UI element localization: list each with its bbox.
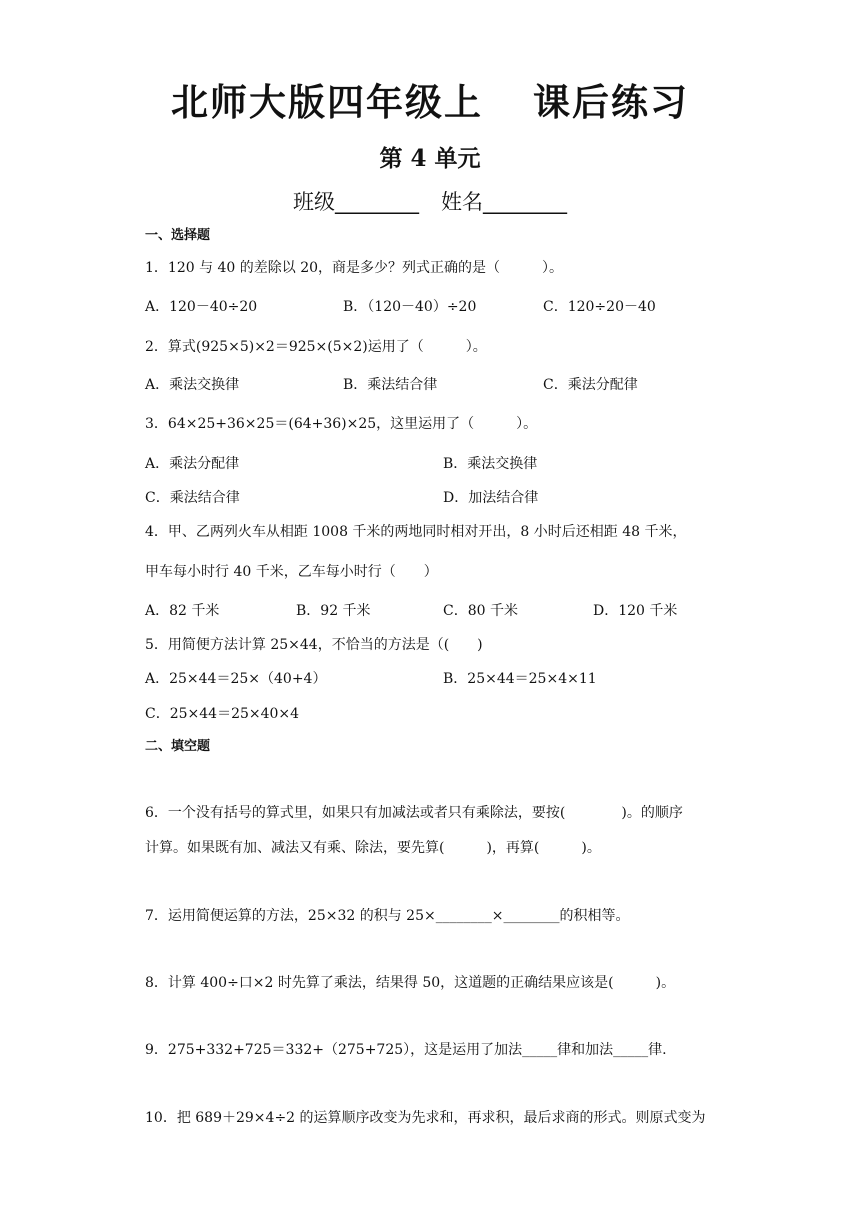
question-1: 1．120 与 40 的差除以 20，商是多少？列式正确的是（ ）。 [145, 260, 564, 276]
section-heading-fill: 二、填空题 [145, 739, 211, 754]
unit-heading: 第 4 单元 [379, 145, 481, 172]
question-4-options [145, 601, 745, 621]
option-c: C．乘法结合律 [145, 490, 240, 506]
question-9: 9．275+332+725＝332+（275+725），这是运用了加法_____律和加法_____律. [145, 1042, 667, 1058]
question-5: 5．用简便方法计算 25×44，不恰当的方法是（( ) [145, 637, 483, 653]
question-4-line2: 甲车每小时行 40 千米，乙车每小时行（ ） [145, 564, 438, 580]
option-a: A．82 千米 [145, 603, 220, 619]
option-a: A．乘法交换律 [145, 377, 240, 393]
option-b: B．25×44＝25×4×11 [443, 671, 597, 687]
question-5-options-row1 [145, 669, 745, 689]
option-c: C．80 千米 [443, 603, 518, 619]
question-2-options [145, 375, 745, 395]
question-6-line1: 6．一个没有括号的算式里，如果只有加减法或者只有乘除法，要按( )。的顺序 [145, 805, 683, 821]
section-heading-choice: 一、选择题 [145, 228, 211, 243]
name-field: 姓名________ [441, 190, 567, 214]
option-d: D．加法结合律 [443, 490, 539, 506]
question-7: 7．运用简便运算的方法，25×32 的积与 25×________×________的积相等。 [145, 908, 630, 924]
option-a: A．120－40÷20 [145, 299, 258, 315]
option-d: D．120 千米 [593, 603, 678, 619]
question-3-options-row2 [145, 488, 745, 508]
question-3-options-row1 [145, 454, 745, 474]
question-2: 2．算式(925×5)×2＝925×(5×2)运用了（ ）。 [145, 339, 487, 355]
option-c: C．120÷20－40 [543, 299, 656, 315]
option-b: B．92 千米 [296, 603, 371, 619]
option-a: A．乘法分配律 [145, 456, 240, 472]
title-right: 课后练习 [533, 81, 689, 124]
student-info [0, 186, 860, 216]
question-10: 10．把 689＋29×4÷2 的运算顺序改变为先求和，再求积，最后求商的形式。则原式变为 [145, 1110, 706, 1126]
title-left: 北师大版四年级上 [171, 81, 483, 124]
worksheet-title [0, 72, 860, 126]
question-8: 8．计算 400÷口×2 时先算了乘法，结果得 50，这道题的正确结果应该是( )。 [145, 975, 676, 991]
option-b: B．乘法交换律 [443, 456, 538, 472]
option-c: C．乘法分配律 [543, 377, 638, 393]
question-1-options [145, 297, 745, 317]
option-b: B．（120－40）÷20 [343, 299, 477, 315]
question-6-line2: 计算。如果既有加、减法又有乘、除法，要先算( )，再算( )。 [145, 840, 601, 856]
class-field: 班级________ [293, 190, 419, 214]
option-b: B．乘法结合律 [343, 377, 438, 393]
question-3: 3．64×25+36×25＝(64+36)×25，这里运用了（ ）。 [145, 416, 538, 432]
option-a: A．25×44＝25×（40+4） [145, 671, 327, 687]
question-5-option-c: C．25×44＝25×40×4 [145, 706, 300, 722]
question-4-line1: 4．甲、乙两列火车从相距 1008 千米的两地同时相对开出，8 小时后还相距 48 千米， [145, 524, 687, 540]
